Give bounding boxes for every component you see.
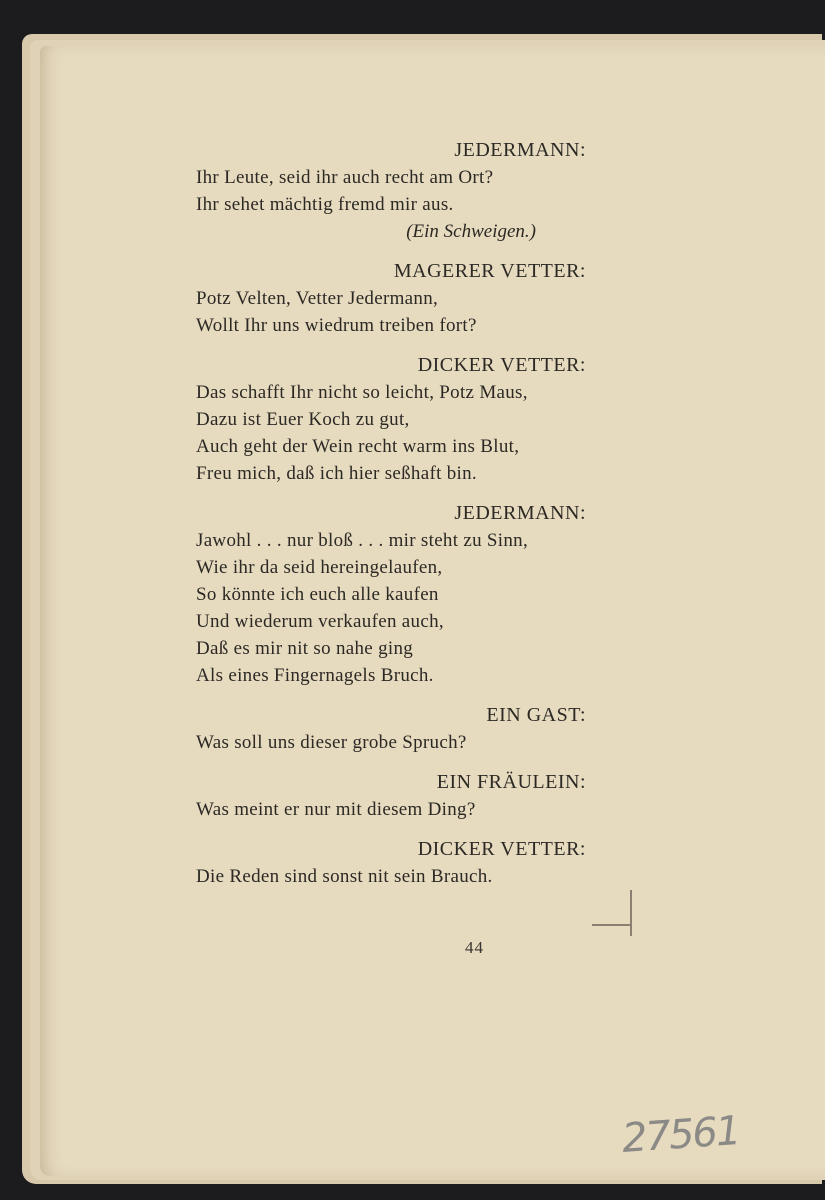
speaker-name: JEDERMANN: [454,502,586,524]
verse-line: Und wiederum verkaufen auch, [196,611,444,632]
pencil-mark-vertical [630,890,632,936]
stage-direction: (Ein Schweigen.) [406,221,536,242]
verse-line: Was soll uns dieser grobe Spruch? [196,732,467,753]
verse-line: Das schafft Ihr nicht so leicht, Potz Maus, [196,382,528,403]
verse-line: Daß es mir nit so nahe ging [196,638,414,659]
speaker-name: DICKER VETTER: [417,838,586,860]
verse-line: Was meint er nur mit diesem Ding? [196,799,476,820]
verse-line: Freu mich, daß ich hier seßhaft bin. [196,463,477,484]
verse-line: Ihr Leute, seid ihr auch recht am Ort? [196,167,494,188]
speaker-name: EIN GAST: [486,704,586,726]
verse-line: Dazu ist Euer Koch zu gut, [196,409,410,430]
verse-line: Als eines Fingernagels Bruch. [196,665,434,686]
speaker-name: MAGERER VETTER: [393,260,586,282]
speaker-name: EIN FRÄULEIN: [436,771,586,793]
handwritten-inventory-number: 27561 [620,1107,741,1163]
play-text [196,136,596,890]
verse-line: Wie ihr da seid hereingelaufen, [196,557,443,578]
verse-line: Ihr sehet mächtig fremd mir aus. [196,194,454,215]
verse-line: Potz Velten, Vetter Jedermann, [196,288,439,309]
verse-line: Auch geht der Wein recht warm ins Blut, [196,436,520,457]
verse-line: Die Reden sind sonst nit sein Brauch. [196,866,493,887]
verse-line: Jawohl . . . nur bloß . . . mir steht zu Sinn, [196,530,529,551]
speaker-name: JEDERMANN: [454,139,586,161]
pencil-mark-horizontal [592,924,632,926]
verse-line: Wollt Ihr uns wiedrum treiben fort? [196,315,477,336]
page-number: 44 [465,938,484,957]
verse-line: So könnte ich euch alle kaufen [196,584,439,605]
speaker-name: DICKER VETTER: [417,354,586,376]
